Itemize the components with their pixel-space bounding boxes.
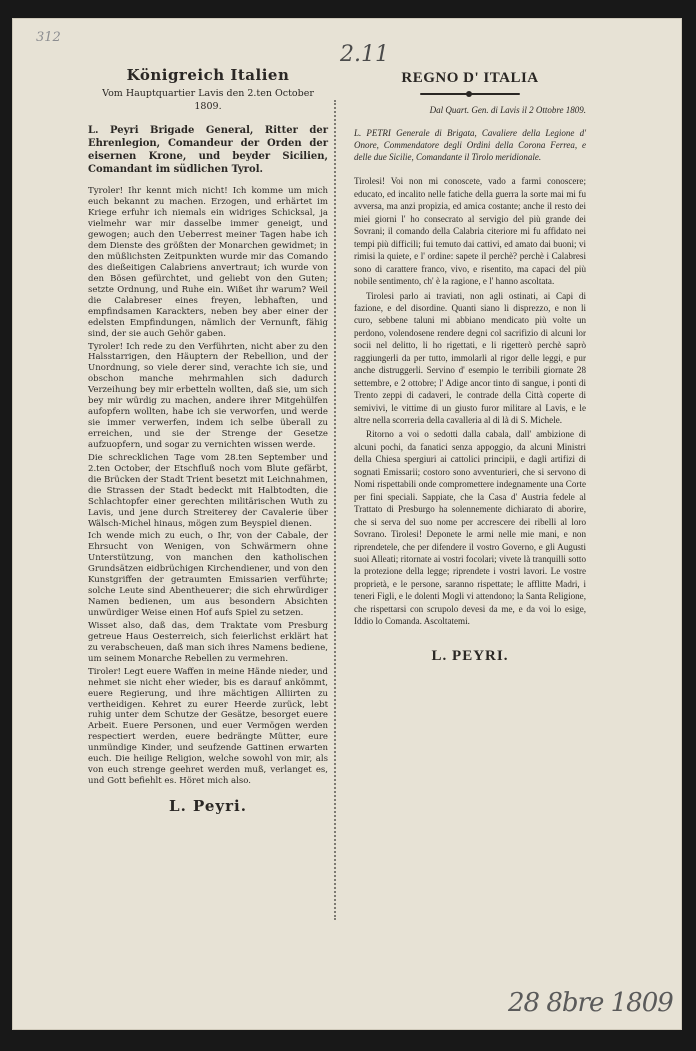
german-column xyxy=(88,54,328,815)
italian-column xyxy=(354,54,586,665)
italian-dateline: Dal Quart. Gen. di Lavis il 2 Ottobre 1809. xyxy=(429,105,586,115)
archive-number-annotation: 312 xyxy=(36,30,61,45)
german-paragraph: Tyroler! Ihr kennt mich nicht! Ich komme um mich euch bekannt zu machen. Erzogen, und erhärtet im Kriege erfuhr ich niemals ein widriges Schicksal, ja vielmehr war mir dasselbe immer geneigt, und gewogen; auch den Ueberrest meiner Tagen habe ich dem Dienste des größten der Monarchen gewidmet; in den müßlichsten Zeitpunkten wurde mir das Comando des dießeitigen Calabriens anvertraut; ich wurde von den Bösen gefürchtet, und geliebt von den Guten; setzte Ordnung, und Ruhe ein. Wißet ihr warum? Weil die Calabreser eines freyen, lebhaften, und empfindsamen Karackters, neben bey aber einer der edelsten Empfindungen, nämlich der Vernunft, fähig sind, der sie auch Gehör gaben. xyxy=(88,186,328,339)
german-paragraph: Tiroler! Legt euere Waffen in meine Hände nieder, und nehmet sie nicht eher wieder, bis es darauf ankömmt, euere Regierung, und ihre mächtigen Alliirten zu vertheidigen. Kehret zu eurer Heerde zurück, lebt ruhig unter dem Schutze der Gesätze, besorget euere Arbeit. Euere Personen, und euer Vermögen werden respectiert werden, euere bedrängte Mütter, eure unmündige Kinder, und seufzende Gattinen erwarten euch. Die heilige Religion, welche sowohl von mir, als von euch strenge geehret werden muß, verlanget es, und Gott befiehlt es. Höret mich also. xyxy=(88,666,328,787)
title-ornament-rule xyxy=(420,93,520,95)
handwritten-number-annotation: 2.11 xyxy=(340,42,389,67)
italian-paragraph: Ritorno a voi o sedotti dalla cabala, dall' ambizione di alcuni pochi, da fanatici senza appoggio, da alcuni Ministri della Chiesa spergiuri ai cattolici principii, e dagli artifizi di sognati Emissarii; costoro sono avventurieri, che si servono di Nomi rispettabili onde compromettere indegnamente una Corte per fini speciali. Sappiate, che la Casa d' Austria fedele al Trattato di Presburgo ha solennemente dichiarato di aborire, che si serva del suo nome per accrescere dei ribelli al loro Sovrano. Tirolesi! Deponete le armi nelle mie mani, e non riprendetele, che per difendere il vostro Governo, e gli Augusti suoi Alleati; ritornate ai vostri focolari; vivete là tranquilli sotto la protezione della legge; riprendete i vostri lavori. Le vostre proprietà, e le persone, saranno rispettate; le afflitte Madri, i teneri Figli, e le dolenti Mogli vi attendono; la Santa Religione, che rispettarsi con scrupolo devesi da me, e da voi lo esige, Iddio lo Comanda. Ascoltatemi. xyxy=(354,429,586,627)
italian-decree-heading: L. PETRI Generale di Brigata, Cavaliere della Legione d' Onore, Commendatore degli Ordini della Corona Ferrea, e delle due Sicilie, Comandante il Tirolo meridionale. xyxy=(354,128,586,163)
german-body xyxy=(88,186,328,787)
handwritten-date-annotation: 28 8bre 1809 xyxy=(508,988,673,1018)
german-paragraph: Wisset also, daß das, dem Traktate vom Presburg getreue Haus Oesterreich, sich feierlichst erklärt hat zu verabscheuen, daß man sich ihres Namens bediene, um seinem Monarche Rebellen zu vermehren. xyxy=(88,620,328,664)
italian-paragraph: Tirolesi! Voi non mi conoscete, vado a farmi conoscere; educato, ed incalito nelle fatiche della guerra la sorte mai mi fu avversa, ma anzi propizia, ed amica costante; anche il resto dei miei giorni l' ho consecrato al servigio del più grande dei Sovrani; il comando della Calabria citeriore mi fu affidato nei tempi più difficili; fui temuto dai cattivi, ed amato dai buoni; vi rimisi la quiete, e l' ordine: sapete il perchè? perchè i Calabresi sono di carattere franco, vivo, e risentito, ma capaci del più nobile sentimento, ch' è la ragione, e l' hanno ascoltata. xyxy=(354,176,586,287)
italian-signature: L. PEYRI. xyxy=(431,647,509,664)
german-signature: L. Peyri. xyxy=(169,797,247,815)
italian-body xyxy=(354,175,586,627)
german-paragraph: Tyroler! Ich rede zu den Verführten, nicht aber zu den Halsstarrigen, den Häuptern der Rebellion, und der Unordnung, so viele derer sind, verachte ich sie, und obschon manche mehrmahlen sich dadurch Verzeihung bey mir erbetteln wollten, daß sie, um sich bey mir würdig zu machen, andere ihrer Mitgehülfen aufopfern wollten, habe ich sie verworfen, und werde sie immer verwerfen, indem ich selbe überall zu erreichen, und sie der Strenge der Gesetze aufzuopfern, und sogar zu vernichten wissen werde. xyxy=(88,341,328,450)
german-paragraph: Die schrecklichen Tage vom 28.ten September und 2.ten October, der Etschfluß noch vom Blute gefärbt, die Brücken der Stadt Trient besetzt mit Leichnahmen, die Strassen der Stadt bedeckt mit Halbtodten, die Schlachtopfer einer gerechten militärischen Wuth zu Lavis, und jene durch Streiterey der Cavalerie über Wälsch-Michel hinaus, mögen zum Beyspiel dienen. xyxy=(88,452,328,529)
german-dateline: Vom Hauptquartier Lavis den 2.ten October 1809. xyxy=(102,88,314,112)
column-divider xyxy=(334,100,336,920)
italian-title: REGNO D' ITALIA xyxy=(401,70,539,86)
german-title: Königreich Italien xyxy=(126,66,290,84)
german-paragraph: Ich wende mich zu euch, o Ihr, von der Cabale, der Ehrsucht von Wenigen, von Schwärmern ohne Unterstützung, von manchen den katholischen Grundsätzen eidbrüchigen Kirchendiener, und von den Kunstgriffen der getraumten Emissarien verführte; solche Leute sind Abentheuerer; die sich ehrwürdiger Namen bedienen, um aus besondern Absichten unwürdiger Weise einen Hof aufs Spiel zu setzen. xyxy=(88,531,328,618)
german-decree-heading: L. Peyri Brigade General, Ritter der Ehrenlegion, Comandeur der Orden der eisernen Krone, und beyder Sicilien, Comandant im südlichen Tyrol. xyxy=(88,124,328,176)
italian-paragraph: Tirolesi parlo ai traviati, non agli ostinati, ai Capi di fazione, e del disordine. Quanti siano li disprezzo, e non li curo, sebbene taluni mi abbiano mendicato più volte un perdono, volendosene rendere degni col sacrifizio di alcuni lor socii nel delitto, li ho rigettati, e li rigetterò perchè saprò raggiungerli da per tutto, immolarli al rigor delle leggi, e pur anche distruggerli. Servino d' esempio le terribili giornate 28 settembre, e 2 ottobre; l' Adige ancor tinto di sangue, i ponti di Trento zeppi di cadaveri, le contrade della Città coperte di semivivi, le vittime di un giusto furor militare al Lavis, e le altre nella scorreria della cavalleria al di là di S. Michele. xyxy=(354,290,586,426)
